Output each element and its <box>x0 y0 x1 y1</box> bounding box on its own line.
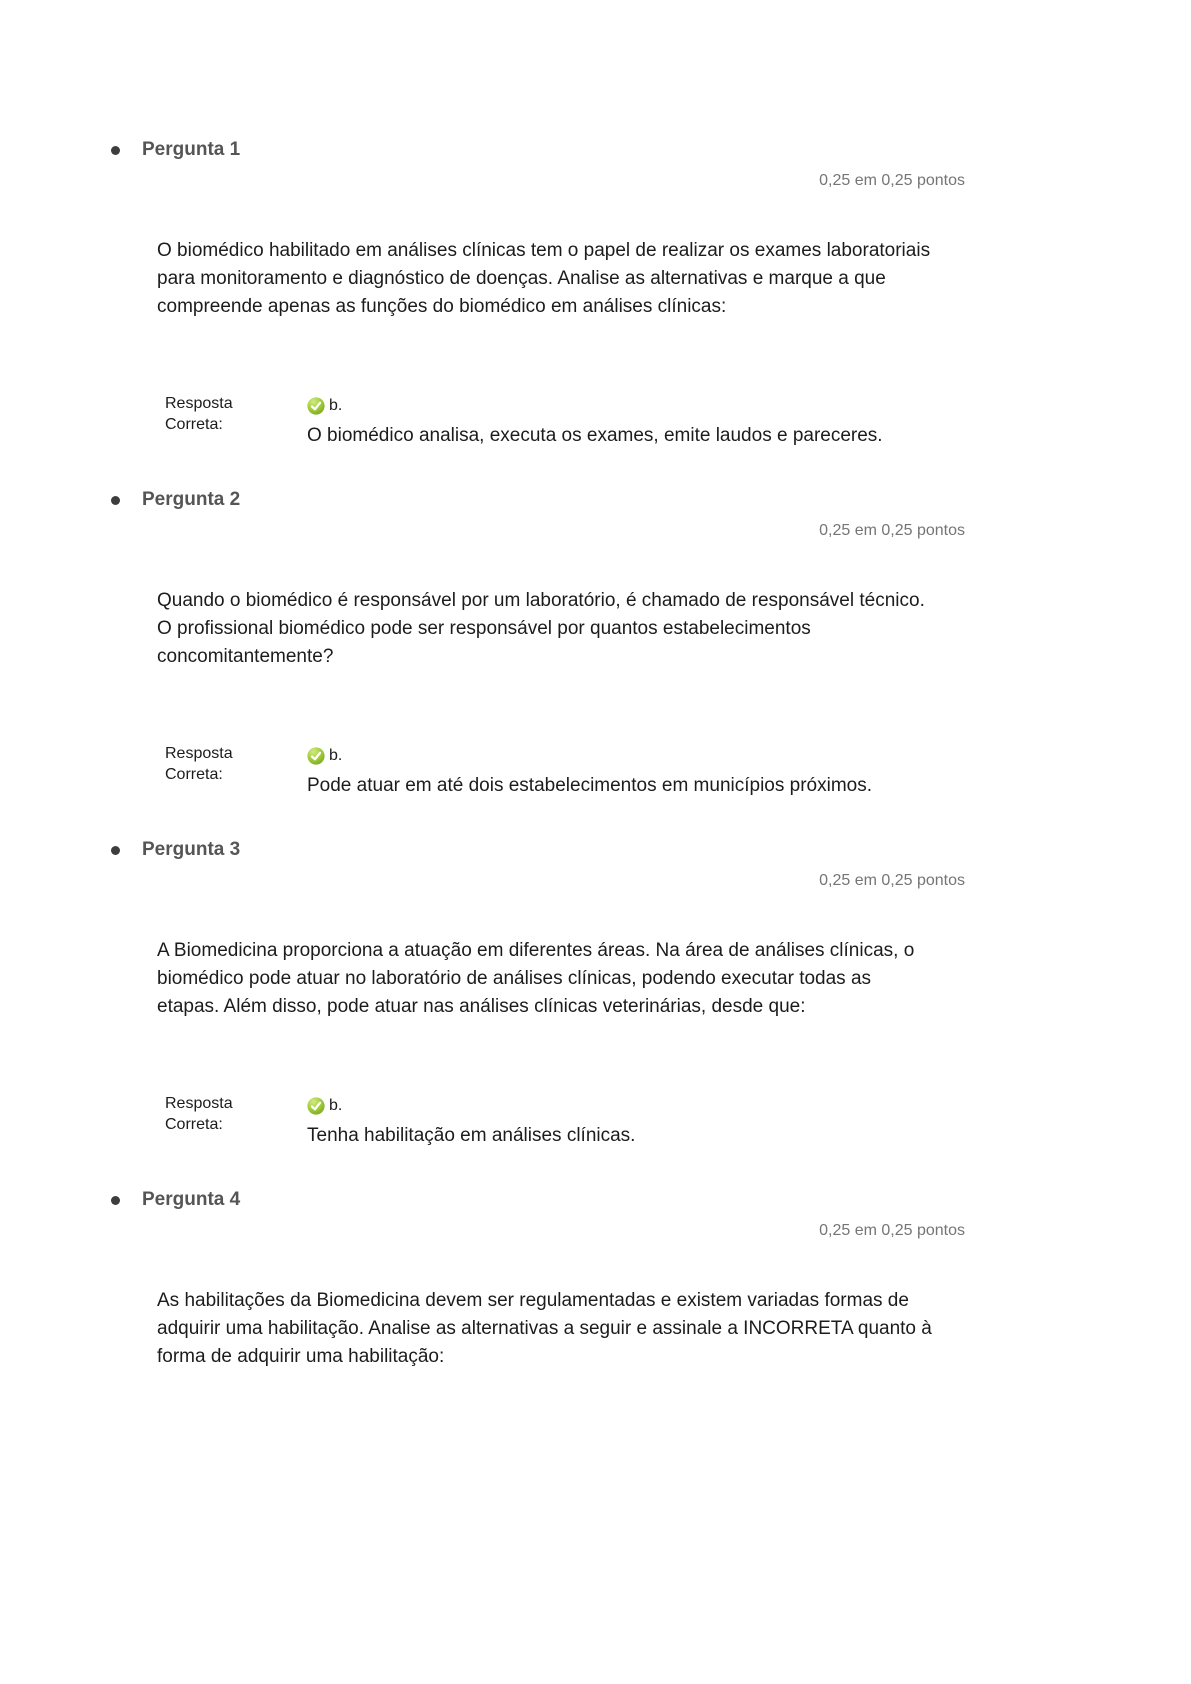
answer-label: Resposta Correta: <box>165 745 233 783</box>
question-title: Pergunta 3 <box>142 839 241 860</box>
answer-letter: b. <box>329 747 343 764</box>
points-label: 0,25 em 0,25 pontos <box>819 872 965 889</box>
question-text: O biomédico habilitado em análises clínicas tem o papel de realizar os exames laboratoriais para monitoramento e diagnóstico de doenças. Analise as alternativas e marque a que compreende apenas as funções do biomédico em análises clínicas: <box>157 240 931 317</box>
bullet-icon <box>111 1196 120 1205</box>
question-item-4 <box>0 1189 965 1371</box>
answer-text: Tenha habilitação em análises clínicas. <box>307 1125 636 1146</box>
correct-answer-check-icon <box>307 397 325 415</box>
question-text: Quando o biomédico é responsável por um laboratório, é chamado de responsável técnico. O profissional biomédico pode ser responsável por quantos estabelecimentos concomitantemente? <box>157 590 925 667</box>
points-label: 0,25 em 0,25 pontos <box>819 522 965 539</box>
answer-letter-row <box>307 1094 965 1118</box>
answer-letter-row <box>307 394 965 418</box>
question-item-3 <box>0 839 965 1151</box>
correct-answer-row <box>165 743 965 801</box>
question-list <box>0 139 1191 1371</box>
answer-content <box>307 1093 965 1151</box>
answer-content <box>307 743 965 801</box>
bullet-icon <box>111 846 120 855</box>
answer-letter: b. <box>329 397 343 414</box>
answer-text: Pode atuar em até dois estabelecimentos em municípios próximos. <box>307 775 872 796</box>
points-label: 0,25 em 0,25 pontos <box>819 1222 965 1239</box>
bullet-icon <box>111 146 120 155</box>
answer-label: Resposta Correta: <box>165 1095 233 1133</box>
question-title: Pergunta 1 <box>142 139 241 160</box>
question-title: Pergunta 4 <box>142 1189 241 1210</box>
answer-label: Resposta Correta: <box>165 395 233 433</box>
question-title: Pergunta 2 <box>142 489 241 510</box>
correct-answer-check-icon <box>307 747 325 765</box>
question-text: As habilitações da Biomedicina devem ser regulamentadas e existem variadas formas de adquirir uma habilitação. Analise as alternativas a seguir e assinale a INCORRETA quanto à forma de adquirir uma habilitação: <box>157 1290 932 1367</box>
question-item-2 <box>0 489 965 801</box>
bullet-icon <box>111 496 120 505</box>
question-text: A Biomedicina proporciona a atuação em diferentes áreas. Na área de análises clínicas, o biomédico pode atuar no laboratório de análises clínicas, podendo executar todas as etapas. Além disso, pode atuar nas análises clínicas veterinárias, desde que: <box>157 940 915 1017</box>
correct-answer-row <box>165 393 965 451</box>
answer-letter: b. <box>329 1097 343 1114</box>
points-label: 0,25 em 0,25 pontos <box>819 172 965 189</box>
answer-content <box>307 393 965 451</box>
correct-answer-check-icon <box>307 1097 325 1115</box>
answer-letter-row <box>307 744 965 768</box>
answer-text: O biomédico analisa, executa os exames, emite laudos e pareceres. <box>307 425 883 446</box>
question-item-1 <box>0 139 965 451</box>
correct-answer-row <box>165 1093 965 1151</box>
